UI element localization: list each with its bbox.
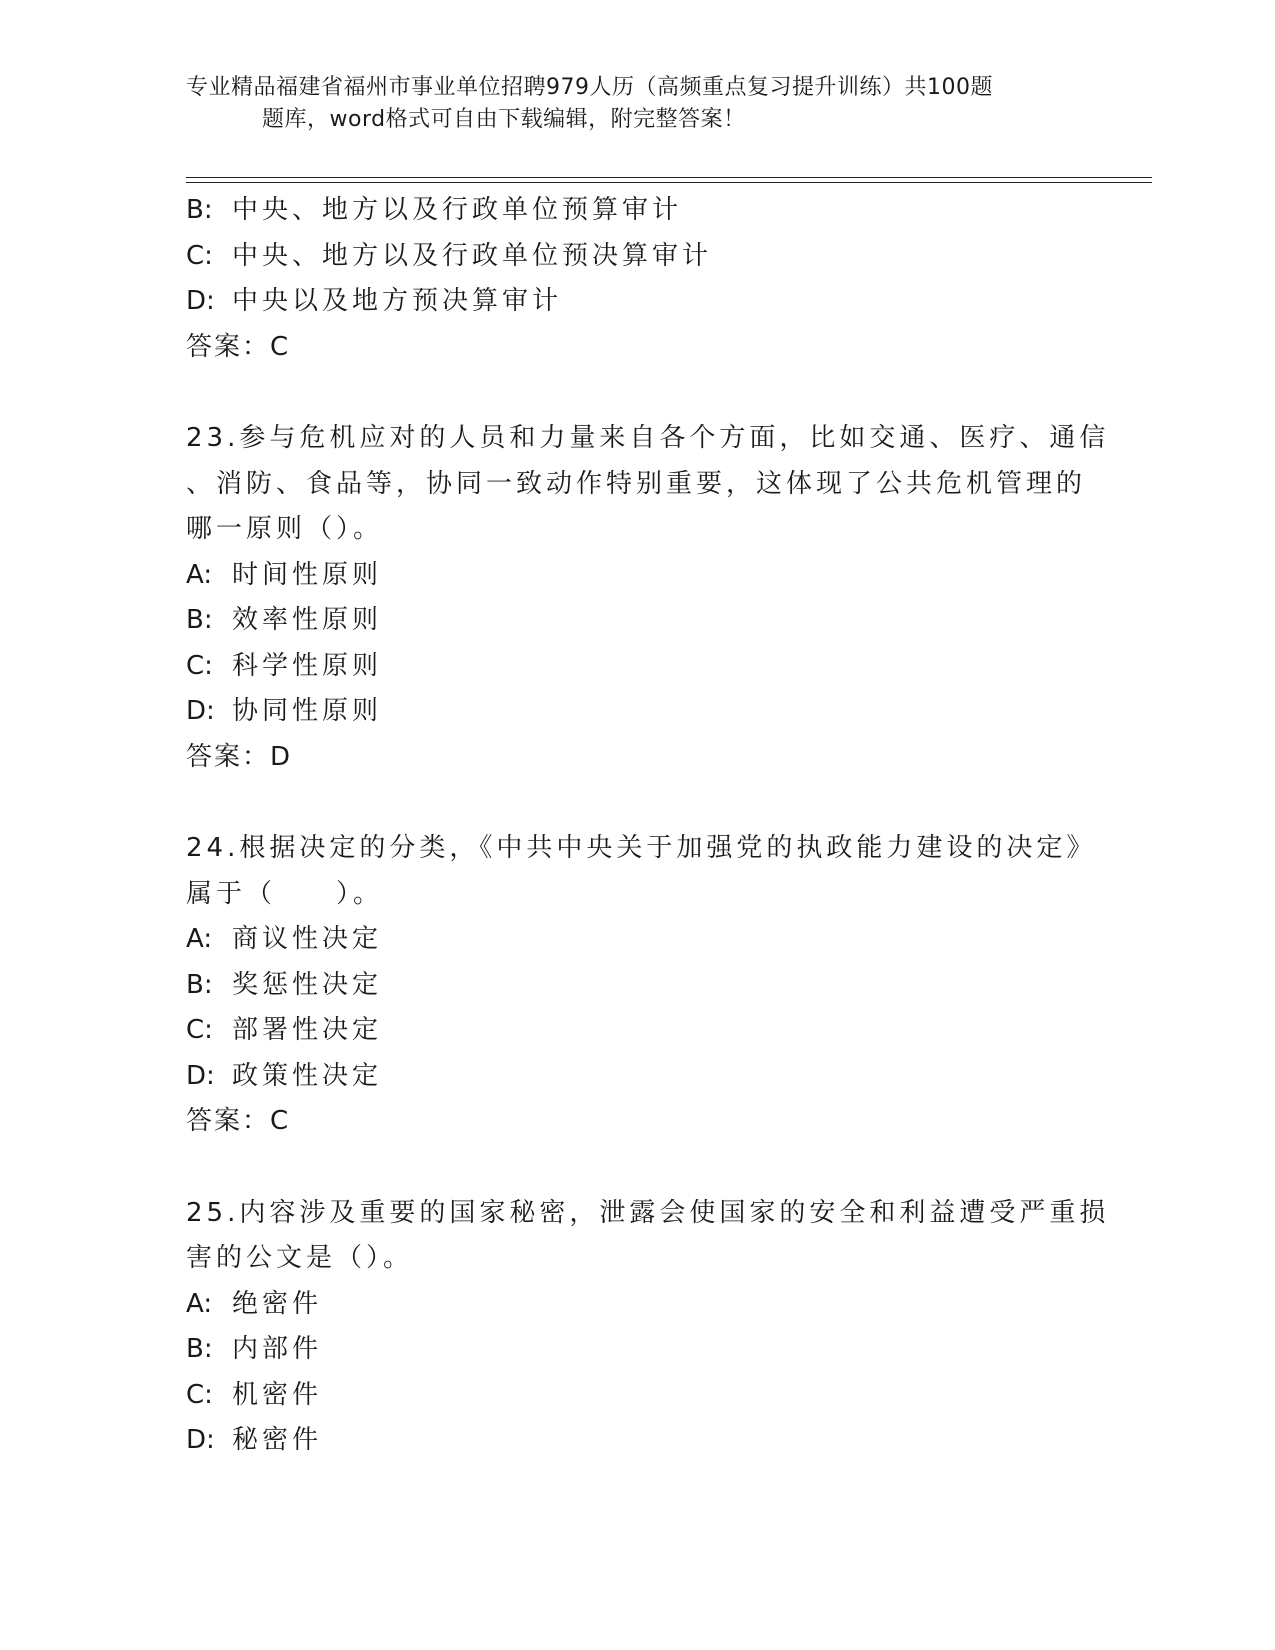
question-stem-line: 、消防、食品等，协同一致动作特别重要，这体现了公共危机管理的: [186, 468, 1087, 499]
option-letter: D:: [186, 1060, 215, 1091]
option-text: 绝密件: [232, 1288, 323, 1319]
answer-line: 答案：D: [186, 741, 293, 772]
option-text: 秘密件: [232, 1425, 323, 1455]
question-22-continued: [186, 188, 1086, 370]
option-a: [186, 553, 1086, 599]
header-divider-top: [186, 177, 1152, 178]
option-letter: B:: [186, 195, 213, 225]
question-stem-line: 23.参与危机应对的人员和力量来自各个方面，比如交通、医疗、通信: [186, 423, 1110, 453]
option-text: 中央、地方以及行政单位预决算审计: [232, 240, 713, 271]
option-letter: B:: [186, 1334, 213, 1364]
option-text: 效率性原则: [232, 605, 383, 635]
option-b: [186, 188, 1086, 234]
option-letter: A:: [186, 924, 213, 954]
option-text: 政策性决定: [232, 1060, 383, 1091]
option-b: [186, 1327, 1086, 1373]
option-c: [186, 234, 1086, 280]
option-text: 中央、地方以及行政单位预算审计: [232, 195, 683, 225]
option-letter: B:: [186, 605, 213, 635]
option-d: [186, 1418, 1086, 1464]
question-25: [186, 1191, 1110, 1464]
question-24: [186, 826, 1097, 1145]
option-text: 科学性原则: [232, 650, 383, 681]
option-letter: C:: [186, 650, 213, 681]
option-letter: B:: [186, 969, 213, 1000]
answer-line: 答案：C: [186, 1106, 291, 1136]
question-stem-line: 哪一原则（）。: [186, 514, 384, 544]
document-header: [186, 72, 1086, 136]
option-b: [186, 598, 1086, 644]
option-text: 中央以及地方预决算审计: [232, 286, 563, 316]
spacer: [186, 1145, 1086, 1191]
spacer: [186, 370, 1086, 416]
header-divider-bottom: [186, 182, 1152, 183]
option-letter: C:: [186, 1379, 213, 1410]
option-d: [186, 1054, 1086, 1100]
header-line-2: 题库，word格式可自由下载编辑，附完整答案！: [262, 107, 746, 132]
option-text: 奖惩性决定: [232, 969, 383, 1000]
option-b: [186, 963, 1086, 1009]
question-stem-line: 25.内容涉及重要的国家秘密，泄露会使国家的安全和利益遭受严重损: [186, 1197, 1110, 1228]
option-text: 部署性决定: [232, 1015, 383, 1045]
question-stem-line: 24.根据决定的分类，《中共中央关于加强党的执政能力建设的决定》: [186, 833, 1097, 863]
option-text: 商议性决定: [232, 924, 383, 954]
option-text: 协同性原则: [232, 696, 383, 726]
option-c: [186, 644, 1086, 690]
option-a: [186, 1282, 1086, 1328]
question-list: [186, 188, 1110, 1464]
option-d: [186, 279, 1086, 325]
option-letter: A:: [186, 559, 213, 590]
option-letter: A:: [186, 1288, 213, 1319]
option-letter: C:: [186, 1015, 213, 1045]
question-23: [186, 416, 1110, 780]
option-letter: D:: [186, 1425, 215, 1455]
option-d: [186, 689, 1086, 735]
option-c: [186, 1008, 1086, 1054]
option-letter: D:: [186, 286, 215, 316]
option-text: 机密件: [232, 1379, 323, 1410]
option-text: 时间性原则: [232, 559, 383, 590]
answer-line: 答案：C: [186, 331, 291, 362]
option-letter: C:: [186, 240, 213, 271]
question-stem-line: 害的公文是（）。: [186, 1243, 414, 1273]
option-c: [186, 1373, 1086, 1419]
spacer: [186, 780, 1086, 826]
header-line-1: 专业精品福建省福州市事业单位招聘979人历（高频重点复习提升训练）共100题: [186, 75, 993, 100]
option-letter: D:: [186, 696, 215, 726]
option-text: 内部件: [232, 1334, 323, 1364]
option-a: [186, 917, 1086, 963]
question-stem-line: 属于（ ）。: [186, 878, 384, 909]
